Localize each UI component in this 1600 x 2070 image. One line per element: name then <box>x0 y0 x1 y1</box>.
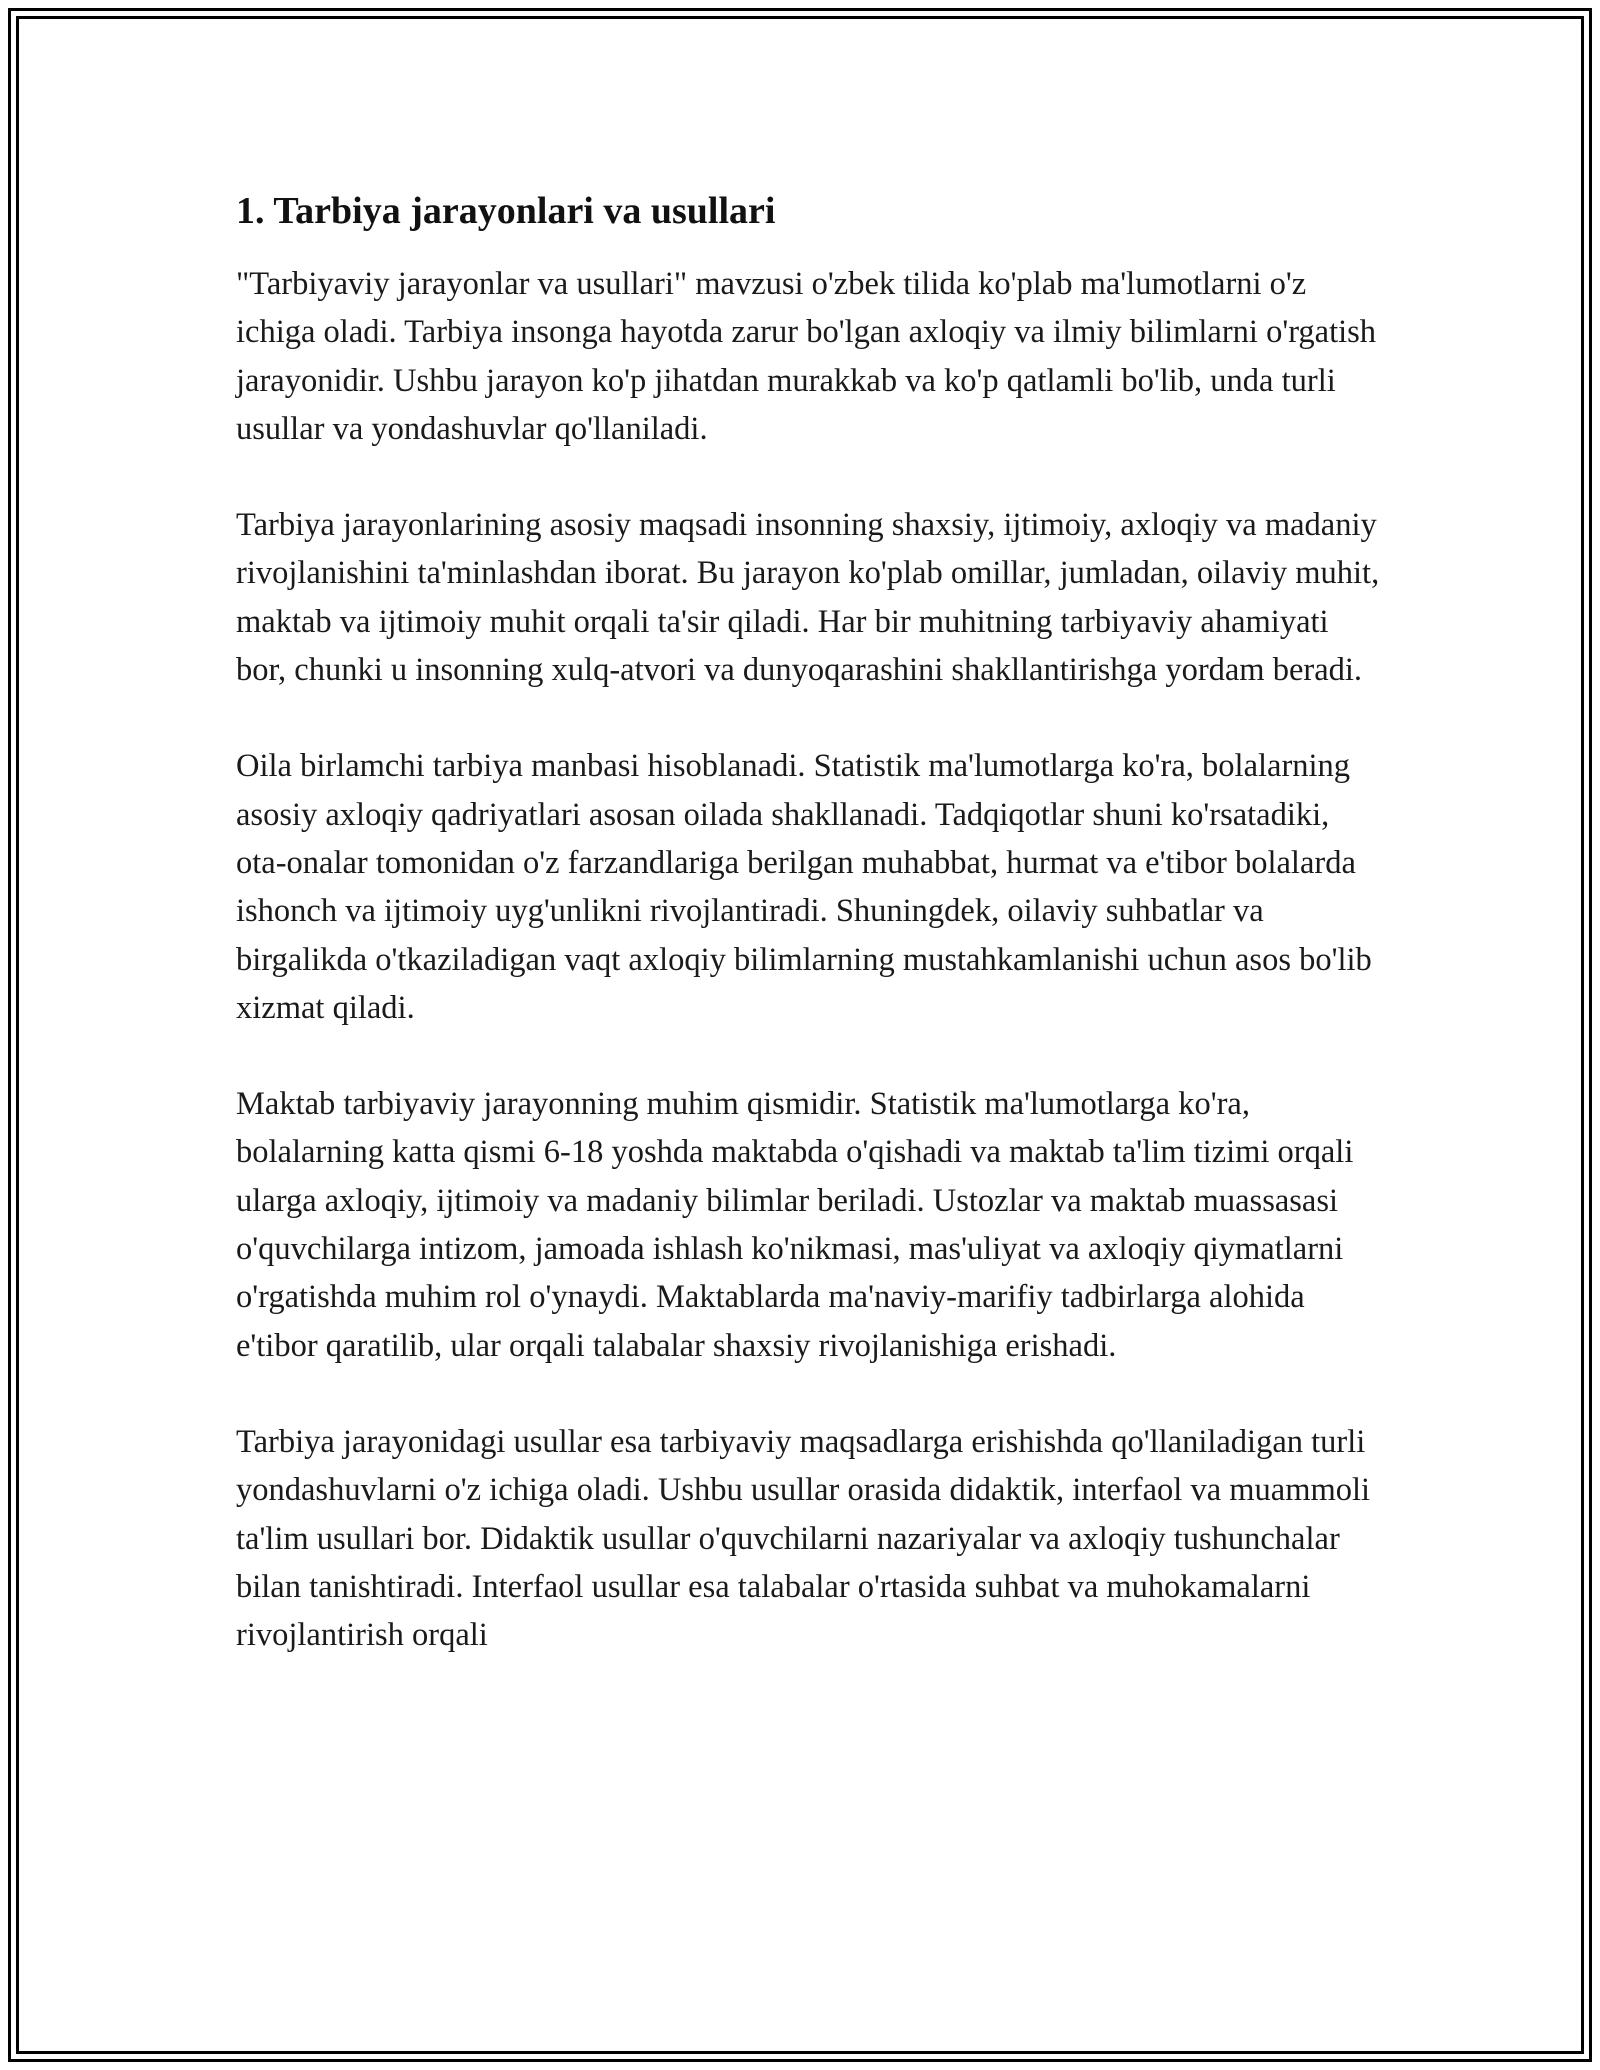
section-title: 1. Tarbiya jarayonlari va usullari <box>236 190 776 232</box>
paragraph-school: Maktab tarbiyaviy jarayonning muhim qismidir. Statistik ma'lumotlarga ko'ra, bolalarning katta qismi 6-18 yoshda maktabda o'qishadi va maktab ta'lim tizimi orqali ularga axloqiy, ijtimoiy va madaniy bilimlar beriladi. Ustozlar va maktab muassasasi o'quvchilarga intizom, jamoada ishlash ko'nikmasi, mas'uliyat va axloqiy qiymatlarni o'rgatishda muhim rol o'ynaydi. Maktablarda ma'naviy-marifiy tadbirlarga alohida e'tibor qaratilib, ular orqali talabalar shaxsiy rivojlanishiga erishadi. <box>236 1086 1354 1364</box>
paragraph-methods: Tarbiya jarayonidagi usullar esa tarbiyaviy maqsadlarga erishishda qo'llaniladigan turli yondashuvlarni o'z ichiga oladi. Ushbu usullar orasida didaktik, interfaol va muammoli ta'lim usullari bor. Didaktik usullar o'quvchilarni nazariyalar va axloqiy tushunchalar bilan tanishtiradi. Interfaol usullar esa talabalar o'rtasida suhbat va muhokamalarni rivojlantirish orqali <box>236 1423 1371 1654</box>
paragraph-intro: "Tarbiyaviy jarayonlar va usullari" mavzusi o'zbek tilida ko'plab ma'lumotlarni o'z ichiga oladi. Tarbiya insonga hayotda zarur bo'lgan axloqiy va ilmiy bilimlarni o'rgatish jarayonidir. Ushbu jarayon ko'p jihatdan murakkab va ko'p qatlamli bo'lib, unda turli usullar va yondashuvlar qo'llaniladi. <box>236 266 1377 447</box>
document-body <box>236 188 1386 1707</box>
paragraph-goals: Tarbiya jarayonlarining asosiy maqsadi insonning shaxsiy, ijtimoiy, axloqiy va madaniy rivojlanishini ta'minlashdan iborat. Bu jarayon ko'plab omillar, jumladan, oilaviy muhit, maktab va ijtimoiy muhit orqali ta'sir qiladi. Har bir muhitning tarbiyaviy ahamiyati bor, chunki u insonning xulq-atvori va dunyoqarashini shakllantirishga yordam beradi. <box>236 507 1380 689</box>
paragraph-family: Oila birlamchi tarbiya manbasi hisoblanadi. Statistik ma'lumotlarga ko'ra, bolalarning asosiy axloqiy qadriyatlari asosan oilada shakllanadi. Tadqiqotlar shuni ko'rsatadiki, ota-onalar tomonidan o'z farzandlariga berilgan muhabbat, hurmat va e'tibor bolalarda ishonch va ijtimoiy uyg'unlikni rivojlantiradi. Shuningdek, oilaviy suhbatlar va birgalikda o'tkaziladigan vaqt axloqiy bilimlarning mustahkamlanishi uchun asos bo'lib xizmat qiladi. <box>236 748 1372 1026</box>
